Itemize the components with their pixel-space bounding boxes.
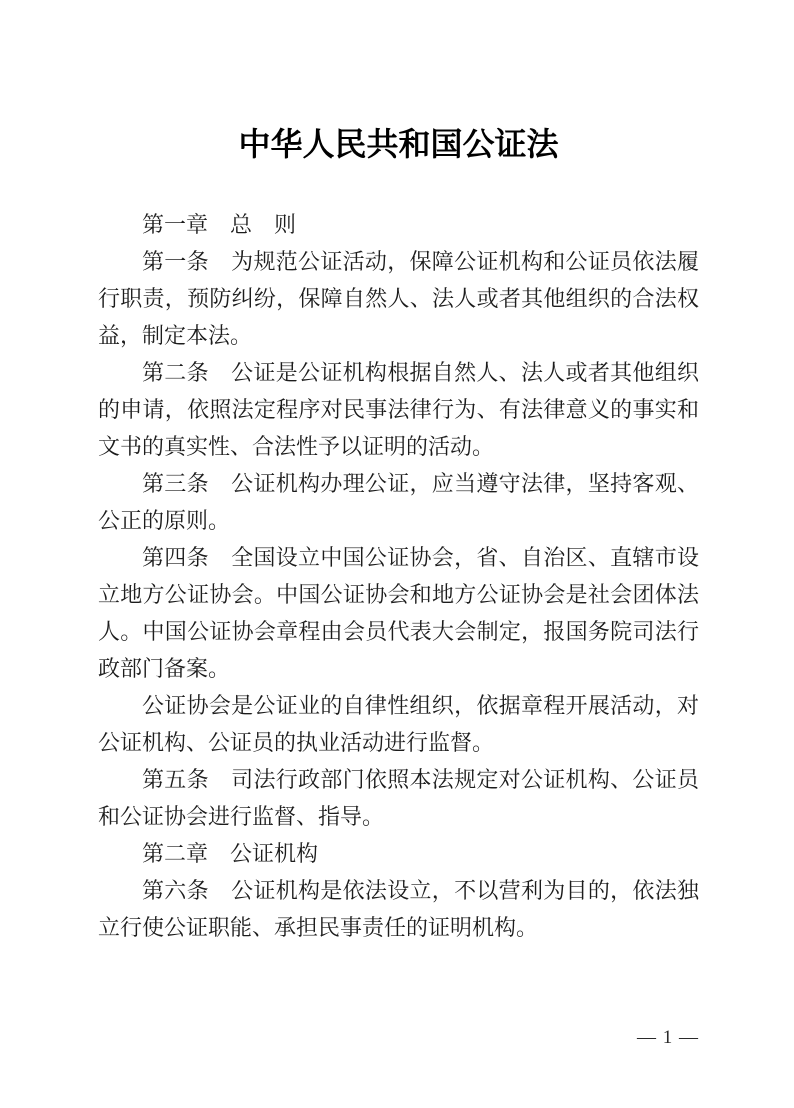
article-6-paragraph: 第六条 公证机构是依法设立，不以营利为目的，依法独立行使公证职能、承担民事责任的证明机构。 xyxy=(98,878,699,940)
article-5-paragraph: 第五条 司法行政部门依照本法规定对公证机构、公证员和公证协会进行监督、指导。 xyxy=(98,767,699,829)
article-2-paragraph: 第二条 公证是公证机构根据自然人、法人或者其他组织的申请，依照法定程序对民事法律行为、有法律意义的事实和文书的真实性、合法性予以证明的活动。 xyxy=(98,360,699,459)
chapter-2-heading: 第二章 公证机构 xyxy=(142,841,319,866)
article-3-paragraph: 第三条 公证机构办理公证，应当遵守法律，坚持客观、公正的原则。 xyxy=(98,471,699,533)
article-4-paragraph: 第四条 全国设立中国公证协会，省、自治区、直辖市设立地方公证协会。中国公证协会和地方公证协会是社会团体法人。中国公证协会章程由会员代表大会制定，报国务院司法行政部门备案。 xyxy=(98,545,699,681)
chapter-1-heading: 第一章 总 则 xyxy=(142,212,297,237)
document-body xyxy=(98,206,699,946)
document-title: 中华人民共和国公证法 xyxy=(238,126,559,162)
page-number: — 1 — xyxy=(637,1027,699,1048)
article-4-continuation-paragraph: 公证协会是公证业的自律性组织，依据章程开展活动，对公证机构、公证员的执业活动进行监督。 xyxy=(98,693,699,755)
article-1-paragraph: 第一条 为规范公证活动，保障公证机构和公证员依法履行职责，预防纠纷，保障自然人、法人或者其他组织的合法权益，制定本法。 xyxy=(98,249,699,348)
